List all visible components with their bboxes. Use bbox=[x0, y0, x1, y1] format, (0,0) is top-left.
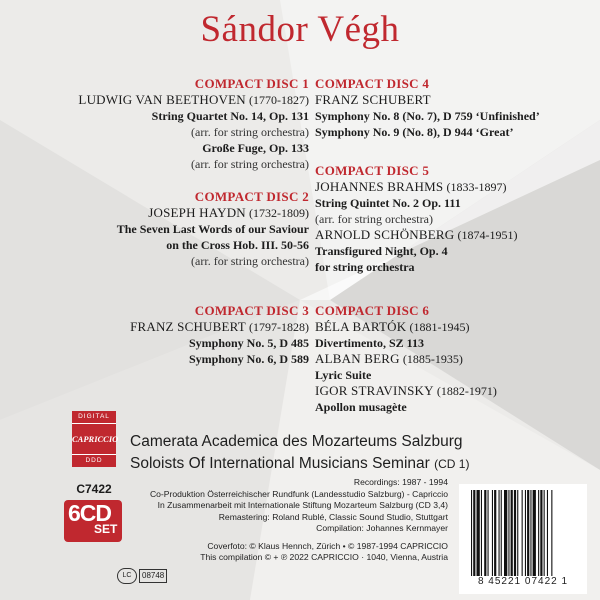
credit-line: Compilation: Johannes Kernmayer bbox=[316, 523, 448, 533]
work-title: Symphony No. 9 (No. 8), D 944 ‘Great’ bbox=[315, 125, 514, 139]
barcode-bar bbox=[471, 490, 472, 576]
composer-line bbox=[315, 92, 540, 108]
ensemble-line-1: Camerata Academica des Mozarteums Salzburg bbox=[130, 433, 463, 450]
credit-line: This compilation © + ℗ 2022 CAPRICCIO · 1040, Vienna, Austria bbox=[200, 552, 448, 562]
barcode-bar bbox=[517, 490, 518, 576]
set-count: 6CD bbox=[68, 500, 112, 526]
barcode-bar bbox=[504, 490, 507, 576]
composer-line bbox=[117, 205, 309, 221]
barcode-bar bbox=[511, 490, 513, 576]
composer-line bbox=[315, 351, 497, 367]
lc-mark: LC bbox=[117, 568, 137, 584]
barcode-bar bbox=[525, 490, 526, 576]
barcode-bar bbox=[514, 490, 516, 576]
work-title: Symphony No. 5, D 485 bbox=[188, 336, 309, 350]
barcode-bar bbox=[473, 490, 475, 576]
disc-6 bbox=[315, 303, 497, 415]
barcode-bar bbox=[481, 490, 482, 576]
composer-line bbox=[315, 319, 497, 335]
work-title: String Quintet No. 2 Op. 111 bbox=[315, 196, 461, 210]
credit-line: In Zusammenarbeit mit Internationale Stiftung Mozarteum Salzburg (CD 3,4) bbox=[157, 500, 448, 510]
composer-name: ALBAN BERG bbox=[315, 351, 400, 366]
composer-line bbox=[78, 92, 309, 108]
composer-years: (1732-1809) bbox=[249, 206, 309, 220]
credit-line: Recordings: 1987 - 1994 bbox=[353, 477, 448, 487]
composer-years: (1882-1971) bbox=[436, 384, 497, 398]
work-title: on the Cross Hob. III. 50-56 bbox=[166, 238, 309, 252]
barcode-bar bbox=[527, 490, 529, 576]
arrangement-note: (arr. for string orchestra) bbox=[191, 254, 309, 268]
barcode-digits: 8 45221 07422 1 bbox=[477, 576, 569, 587]
composer-name: JOSEPH HAYDN bbox=[148, 205, 246, 220]
disc-heading: COMPACT DISC 4 bbox=[315, 76, 430, 91]
barcode-bar bbox=[538, 490, 539, 576]
barcode-bar bbox=[544, 490, 545, 576]
composer-years: (1881-1945) bbox=[409, 320, 470, 334]
work-title: Symphony No. 8 (No. 7), D 759 ‘Unfinished’ bbox=[315, 109, 540, 123]
composer-years: (1833-1897) bbox=[446, 180, 507, 194]
work-title: Große Fuge, Op. 133 bbox=[202, 141, 309, 155]
composer-name: IGOR STRAVINSKY bbox=[315, 383, 434, 398]
disc-3 bbox=[130, 303, 309, 367]
work-title: The Seven Last Words of our Saviour bbox=[116, 222, 309, 236]
logo-strip-top: DIGITAL bbox=[72, 411, 116, 423]
barcode-bar bbox=[522, 490, 523, 576]
work-title: Transfigured Night, Op. 4 bbox=[315, 244, 448, 258]
arrangement-note: (arr. for string orchestra) bbox=[191, 157, 309, 171]
disc-heading: COMPACT DISC 3 bbox=[194, 303, 309, 318]
ensemble-line-2 bbox=[130, 455, 469, 473]
credit-line: Co-Produktion Österreichischer Rundfunk (Landesstudio Salzburg) - Capriccio bbox=[149, 488, 448, 499]
composer-name: LUDWIG VAN BEETHOVEN bbox=[78, 92, 246, 107]
barcode-bar bbox=[477, 490, 480, 576]
barcode-bar bbox=[508, 490, 509, 576]
catalog-number: C7422 bbox=[76, 482, 112, 496]
disc-heading: COMPACT DISC 1 bbox=[194, 76, 309, 91]
barcode-bar bbox=[484, 490, 486, 576]
work-title: Lyric Suite bbox=[315, 368, 372, 382]
composer-years: (1797-1828) bbox=[249, 320, 309, 334]
disc-heading: COMPACT DISC 5 bbox=[315, 163, 430, 178]
barcode-bar bbox=[499, 490, 500, 576]
composer-years: (1770-1827) bbox=[249, 93, 309, 107]
composer-years: (1874-1951) bbox=[457, 228, 518, 242]
ensemble-name: Soloists Of International Musicians Seminar bbox=[130, 455, 430, 472]
work-title: Divertimento, SZ 113 bbox=[315, 336, 424, 350]
barcode-bar bbox=[530, 490, 531, 576]
disc-heading: COMPACT DISC 2 bbox=[194, 189, 309, 204]
credit-line: Remastering: Roland Rublé, Classic Sound Studio, Stuttgart bbox=[218, 511, 448, 522]
disc-5 bbox=[315, 163, 517, 275]
logo-strip-bottom: DDD bbox=[72, 455, 116, 467]
lc-number: 08748 bbox=[139, 569, 167, 583]
composer-name: FRANZ SCHUBERT bbox=[315, 92, 431, 107]
disc-heading: COMPACT DISC 6 bbox=[315, 303, 430, 318]
barcode-bar bbox=[494, 490, 496, 576]
set-word: SET bbox=[94, 522, 118, 536]
composer-line bbox=[315, 383, 497, 399]
arrangement-note: (arr. for string orchestra) bbox=[315, 212, 433, 226]
barcode-bar bbox=[501, 490, 502, 576]
composer-name: JOHANNES BRAHMS bbox=[315, 179, 444, 194]
label-code bbox=[117, 568, 167, 584]
set-badge bbox=[64, 500, 122, 542]
disc-1 bbox=[78, 76, 309, 172]
barcode-bar bbox=[492, 490, 493, 576]
logo-name: CAPRICCIO bbox=[72, 423, 116, 455]
composer-line bbox=[315, 227, 517, 243]
work-title: Apollon musagète bbox=[315, 400, 407, 414]
composer-line bbox=[130, 319, 309, 335]
work-title: Symphony No. 6, D 589 bbox=[188, 352, 309, 366]
credit-line: Coverfoto: © Klaus Hennch, Zürich • © 1987-1994 CAPRICCIO bbox=[207, 540, 448, 551]
credits-block bbox=[150, 477, 448, 564]
composer-name: ARNOLD SCHÖNBERG bbox=[315, 227, 455, 242]
work-title: String Quartet No. 14, Op. 131 bbox=[151, 109, 309, 123]
work-title: for string orchestra bbox=[315, 260, 415, 274]
barcode bbox=[459, 484, 587, 594]
composer-name: BÉLA BARTÓK bbox=[315, 319, 407, 334]
barcode-bar bbox=[547, 490, 548, 576]
barcode-bar bbox=[551, 490, 552, 576]
barcode-bar bbox=[533, 490, 536, 576]
composer-line bbox=[315, 179, 517, 195]
barcode-bars bbox=[471, 490, 575, 576]
arrangement-note: (arr. for string orchestra) bbox=[191, 125, 309, 139]
composer-years: (1885-1935) bbox=[402, 352, 463, 366]
barcode-bar bbox=[488, 490, 489, 576]
page-title: Sándor Végh bbox=[200, 9, 400, 50]
barcode-bar bbox=[540, 490, 542, 576]
composer-name: FRANZ SCHUBERT bbox=[130, 319, 246, 334]
disc-4 bbox=[315, 76, 540, 140]
disc-2 bbox=[117, 189, 309, 269]
ensemble-cd-note: (CD 1) bbox=[434, 457, 470, 471]
capriccio-logo bbox=[72, 411, 119, 467]
